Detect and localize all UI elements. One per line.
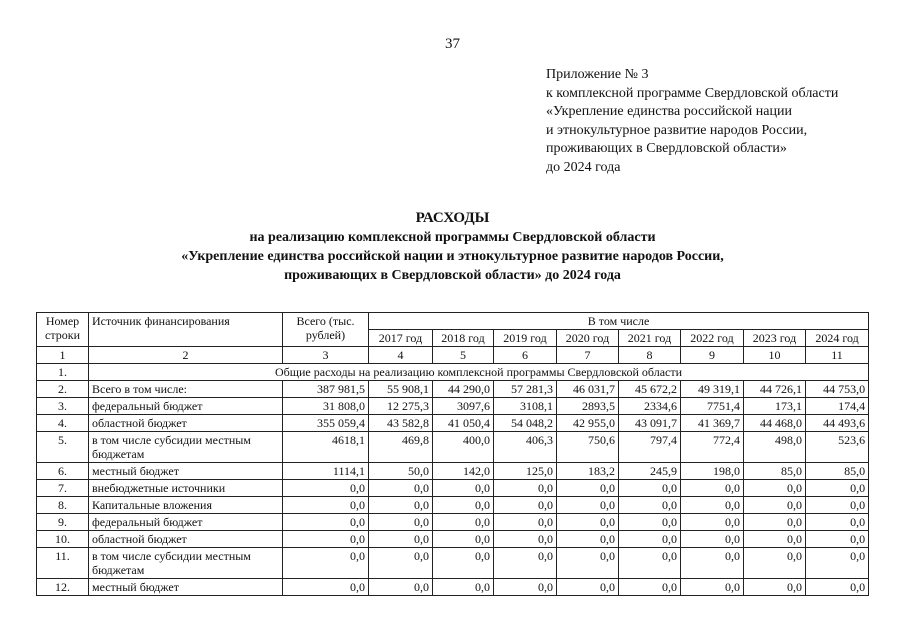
row-year-value: 2334,6 [619,398,681,415]
row-year-value: 0,0 [433,480,494,497]
page-number: 37 [445,36,460,52]
row-total: 0,0 [283,514,369,531]
row-year-value: 0,0 [433,497,494,514]
title-main: РАСХОДЫ [415,210,490,226]
section-row-text: Общие расходы на реализацию комплексной программы Свердловской области [89,364,869,381]
table-row [37,497,869,514]
row-total: 355 059,4 [283,415,369,432]
row-number: 2. [37,381,89,398]
row-number: 7. [37,480,89,497]
row-year-value: 797,4 [619,432,681,463]
row-year-value: 772,4 [681,432,744,463]
row-source: областной бюджет [89,531,283,548]
row-total: 4618,1 [283,432,369,463]
row-year-value: 44 290,0 [433,381,494,398]
table-row [37,514,869,531]
row-number: 6. [37,463,89,480]
row-year-value: 0,0 [806,514,869,531]
row-number: 10. [37,531,89,548]
row-year-value: 43 091,7 [619,415,681,432]
row-number: 3. [37,398,89,415]
header-year: 2018 год [433,330,494,347]
row-year-value: 0,0 [744,514,806,531]
row-year-value: 0,0 [806,531,869,548]
row-source: Всего в том числе: [89,381,283,398]
row-year-value: 0,0 [369,548,433,579]
row-year-value: 173,1 [744,398,806,415]
row-year-value: 0,0 [619,531,681,548]
row-number: 11. [37,548,89,579]
title-line: на реализацию комплексной программы Свердловской области [249,230,656,245]
column-number: 10 [744,347,806,364]
header-year: 2023 год [744,330,806,347]
row-number: 5. [37,432,89,463]
row-year-value: 3097,6 [433,398,494,415]
row-year-value: 0,0 [806,548,869,579]
row-total: 0,0 [283,480,369,497]
row-year-value: 54 048,2 [494,415,557,432]
row-year-value: 0,0 [433,579,494,596]
row-year-value: 0,0 [433,531,494,548]
row-year-value: 406,3 [494,432,557,463]
row-year-value: 0,0 [494,497,557,514]
table-section-row [37,364,869,381]
table-row [37,480,869,497]
row-year-value: 0,0 [619,548,681,579]
row-total: 387 981,5 [283,381,369,398]
header-year: 2022 год [681,330,744,347]
row-year-value: 41 050,4 [433,415,494,432]
row-year-value: 0,0 [806,497,869,514]
appendix-line: к комплексной программе Свердловской области [546,85,839,101]
table-row [37,579,869,596]
row-year-value: 55 908,1 [369,381,433,398]
header-source: Источник финансирования [89,313,283,347]
row-year-value: 0,0 [681,548,744,579]
row-source: в том числе субсидии местным бюджетам [89,548,283,579]
row-year-value: 0,0 [806,579,869,596]
row-year-value: 0,0 [369,531,433,548]
table-row [37,463,869,480]
row-year-value: 7751,4 [681,398,744,415]
table-row [37,548,869,579]
header-including: В том числе [369,313,869,330]
row-year-value: 0,0 [681,579,744,596]
column-number: 9 [681,347,744,364]
row-year-value: 0,0 [744,531,806,548]
row-year-value: 0,0 [681,480,744,497]
row-year-value: 0,0 [557,480,619,497]
row-year-value: 85,0 [806,463,869,480]
row-year-value: 469,8 [369,432,433,463]
row-year-value: 0,0 [494,480,557,497]
row-year-value: 174,4 [806,398,869,415]
document-title [0,209,905,285]
row-year-value: 0,0 [681,531,744,548]
row-year-value: 0,0 [557,579,619,596]
expenses-table [36,312,869,596]
row-source: местный бюджет [89,463,283,480]
row-year-value: 0,0 [744,548,806,579]
row-year-value: 125,0 [494,463,557,480]
row-year-value: 0,0 [619,497,681,514]
row-source: областной бюджет [89,415,283,432]
column-number: 2 [89,347,283,364]
row-year-value: 0,0 [557,548,619,579]
column-number: 7 [557,347,619,364]
appendix-line: Приложение № 3 [546,67,649,82]
table-row [37,398,869,415]
appendix-line: до 2024 года [546,159,621,175]
row-year-value: 0,0 [433,514,494,531]
row-year-value: 750,6 [557,432,619,463]
appendix-line: и этнокультурное развитие народов России, [546,122,808,138]
row-year-value: 0,0 [369,480,433,497]
row-year-value: 44 726,1 [744,381,806,398]
appendix-line: «Укрепление единства российской нации [546,104,792,119]
row-source: федеральный бюджет [89,398,283,415]
row-source: в том числе субсидии местным бюджетам [89,432,283,463]
appendix-line: проживающих в Свердловской области» [546,141,787,156]
row-year-value: 183,2 [557,463,619,480]
row-number: 4. [37,415,89,432]
header-row-number: Номер строки [37,313,89,347]
row-year-value: 0,0 [619,514,681,531]
row-year-value: 142,0 [433,463,494,480]
header-year: 2019 год [494,330,557,347]
title-line: проживающих в Свердловской области» до 2024 года [284,268,621,283]
row-year-value: 0,0 [619,480,681,497]
row-year-value: 43 582,8 [369,415,433,432]
row-year-value: 0,0 [744,579,806,596]
table-row [37,415,869,432]
row-year-value: 198,0 [681,463,744,480]
row-year-value: 0,0 [369,579,433,596]
row-year-value: 57 281,3 [494,381,557,398]
header-total: Всего (тыс. рублей) [283,313,369,347]
row-year-value: 44 468,0 [744,415,806,432]
header-year: 2024 год [806,330,869,347]
row-total: 0,0 [283,497,369,514]
row-source: Капитальные вложения [89,497,283,514]
row-year-value: 41 369,7 [681,415,744,432]
header-year: 2020 год [557,330,619,347]
row-year-value: 0,0 [494,531,557,548]
row-total: 1114,1 [283,463,369,480]
title-line: «Укрепление единства российской нации и этнокультурное развитие народов России, [181,249,724,264]
row-year-value: 42 955,0 [557,415,619,432]
table-row [37,531,869,548]
row-year-value: 0,0 [744,497,806,514]
row-year-value: 49 319,1 [681,381,744,398]
column-number: 11 [806,347,869,364]
row-source: внебюджетные источники [89,480,283,497]
row-year-value: 0,0 [744,480,806,497]
row-number: 8. [37,497,89,514]
row-year-value: 44 493,6 [806,415,869,432]
section-row-number: 1. [37,364,89,381]
table-header-row [37,313,869,330]
row-year-value: 0,0 [433,548,494,579]
row-year-value: 85,0 [744,463,806,480]
row-year-value: 0,0 [681,497,744,514]
header-year: 2021 год [619,330,681,347]
row-year-value: 498,0 [744,432,806,463]
column-number: 3 [283,347,369,364]
row-year-value: 0,0 [369,514,433,531]
row-year-value: 45 672,2 [619,381,681,398]
row-total: 0,0 [283,531,369,548]
row-year-value: 12 275,3 [369,398,433,415]
table-row [37,381,869,398]
row-number: 12. [37,579,89,596]
appendix-note [546,66,896,177]
row-year-value: 0,0 [557,497,619,514]
column-number: 1 [37,347,89,364]
row-year-value: 0,0 [557,531,619,548]
row-total: 0,0 [283,548,369,579]
row-year-value: 0,0 [619,579,681,596]
row-total: 31 808,0 [283,398,369,415]
row-year-value: 0,0 [681,514,744,531]
row-year-value: 0,0 [369,497,433,514]
table-column-numbers-row [37,347,869,364]
row-year-value: 0,0 [557,514,619,531]
column-number: 4 [369,347,433,364]
column-number: 5 [433,347,494,364]
column-number: 8 [619,347,681,364]
table-row [37,432,869,463]
row-year-value: 50,0 [369,463,433,480]
row-year-value: 0,0 [806,480,869,497]
row-year-value: 523,6 [806,432,869,463]
row-year-value: 0,0 [494,514,557,531]
row-source: местный бюджет [89,579,283,596]
row-year-value: 0,0 [494,579,557,596]
row-total: 0,0 [283,579,369,596]
row-year-value: 0,0 [494,548,557,579]
column-number: 6 [494,347,557,364]
row-year-value: 46 031,7 [557,381,619,398]
row-year-value: 2893,5 [557,398,619,415]
header-year: 2017 год [369,330,433,347]
row-number: 9. [37,514,89,531]
row-year-value: 400,0 [433,432,494,463]
row-year-value: 44 753,0 [806,381,869,398]
row-year-value: 245,9 [619,463,681,480]
row-year-value: 3108,1 [494,398,557,415]
row-source: федеральный бюджет [89,514,283,531]
